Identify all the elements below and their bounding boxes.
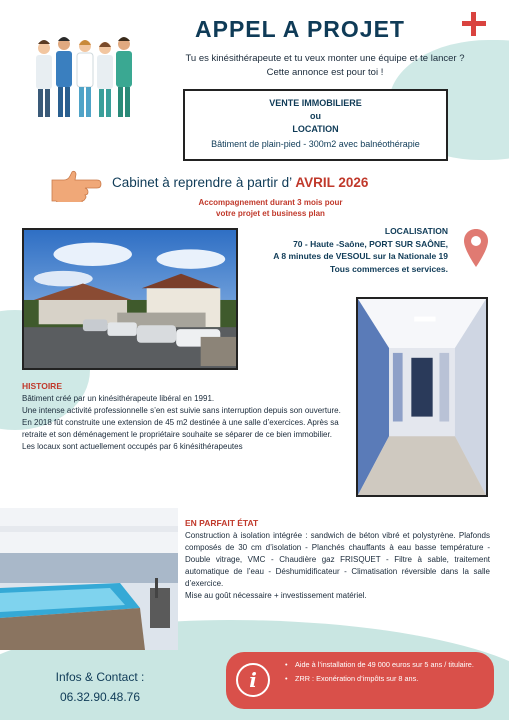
location-line-2: A 8 minutes de VESOUL sur la Nationale 19 [273,251,448,261]
contact-label: Infos & Contact : [55,670,145,684]
condition-body [185,530,490,602]
condition-text: Construction à isolation intégrée : sandwich de béton vibré et polystyrène. Plafonds composés de 30 cm d’isolation - Planchés chauffants à eau basse température - Double vitrage, VMC - Chaudière gaz FRISQUET - Filtre à sable, traitement automatique de l’eau - Déshumidificateur - Climatisation réversible dans la salle d’exercice. [185,531,490,588]
cabinet-text: Cabinet à reprendre à partir d’ [112,175,292,190]
cabinet-heading [112,175,368,190]
medical-team-illustration [28,28,143,128]
history-line-1: Bâtiment créé par un kinésithérapeute libéral en 1991. [22,394,215,403]
history-line-2: Une intense activité professionnelle s’en est suivie sans interruption depuis son ouverture. [22,406,341,415]
offer-sale: VENTE IMMOBILIERE [269,98,362,108]
plus-cross-icon [460,10,488,38]
building-photo [22,228,238,370]
aid-item: • ZRR : Exonération d’impôts sur 8 ans. [283,673,493,684]
corridor-photo [356,297,488,497]
offer-building: Bâtiment de plain-pied - 300m2 avec balnéothérapie [211,139,420,149]
history-body [22,393,342,453]
contact-block [30,667,170,707]
intro-text [175,52,475,80]
cabinet-date: AVRIL 2026 [295,175,369,190]
info-icon: i [236,663,270,697]
support-note [178,197,363,219]
location-heading: LOCALISATION [384,226,448,236]
offer-rent: LOCATION [292,124,339,134]
pool-photo [0,508,178,650]
pointing-hand-icon [50,170,102,202]
condition-text-2: Mise au goût nécessaire + investissement matériel. [185,591,367,600]
offer-or: ou [310,111,321,121]
history-line-4: Les locaux sont actuellement occupés par 6 kinésithérapeutes [22,442,243,451]
intro-line-1: Tu es kinésithérapeute et tu veux monter une équipe et te lancer ? [185,53,465,64]
contact-phone[interactable]: 06.32.90.48.76 [59,690,141,704]
location-pin-icon [463,228,489,268]
aid-list [283,659,493,687]
location-line-1: 70 - Haute -Saône, PORT SUR SAÔNE, [293,238,448,249]
location-line-3: Tous commerces et services. [330,263,448,274]
history-line-3: En 2018 fût construite une extension de 45 m2 destinée à une salle d’exercices. Après sa retraite et son déménagement le propriétaire souhaite se séparer de ce bien immobilier. [22,418,339,439]
page-title: APPEL A PROJET [195,16,405,42]
condition-heading: EN PARFAIT ÉTAT [185,518,259,528]
aid-item: • Aide à l’installation de 49 000 euros sur 5 ans / titulaire. [283,659,493,670]
intro-line-2: Cette annonce est pour toi ! [266,67,384,78]
offer-box [183,89,448,161]
history-heading: HISTOIRE [22,381,62,391]
support-line-1: Accompagnement durant 3 mois pour [198,198,343,207]
support-line-2: votre projet et business plan [216,209,325,218]
location-block [240,225,448,275]
